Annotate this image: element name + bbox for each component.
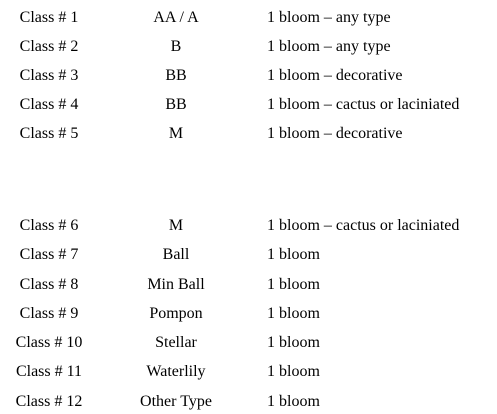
class-row [0, 332, 497, 354]
class-size: Other Type [140, 393, 212, 410]
class-size: Waterlily [146, 363, 206, 380]
class-description: 1 bloom [267, 334, 320, 351]
class-row [0, 303, 497, 325]
class-description: 1 bloom – cactus or laciniated [267, 96, 460, 113]
class-description: 1 bloom [267, 276, 320, 293]
class-description: 1 bloom – any type [267, 9, 391, 26]
class-description: 1 bloom [267, 363, 320, 380]
class-size: Ball [162, 246, 190, 263]
class-size: Stellar [155, 334, 197, 351]
class-size: AA / A [153, 9, 199, 26]
class-row [0, 123, 497, 145]
class-row [0, 361, 497, 383]
class-number: Class # 6 [19, 217, 79, 234]
class-number: Class # 3 [19, 67, 79, 84]
class-size: M [168, 217, 184, 234]
class-number: Class # 11 [15, 363, 83, 380]
class-row [0, 391, 497, 413]
class-size: BB [165, 96, 187, 113]
class-size: Min Ball [147, 276, 205, 293]
class-number: Class # 5 [19, 125, 79, 142]
class-size: Pompon [149, 305, 203, 322]
class-description: 1 bloom – cactus or laciniated [267, 217, 460, 234]
class-size: BB [165, 67, 187, 84]
class-number: Class # 12 [15, 393, 83, 410]
class-number: Class # 4 [19, 96, 79, 113]
class-description: 1 bloom – decorative [267, 67, 403, 84]
class-description: 1 bloom [267, 305, 320, 322]
class-row [0, 36, 497, 58]
class-size: M [168, 125, 184, 142]
class-size: B [170, 38, 182, 55]
class-description: 1 bloom – any type [267, 38, 391, 55]
class-row [0, 244, 497, 266]
class-description: 1 bloom [267, 393, 320, 410]
class-row [0, 215, 497, 237]
class-number: Class # 10 [15, 334, 83, 351]
class-number: Class # 7 [19, 246, 79, 263]
class-number: Class # 8 [19, 276, 79, 293]
class-description: 1 bloom [267, 246, 320, 263]
class-row [0, 274, 497, 296]
class-number: Class # 1 [19, 9, 79, 26]
class-number: Class # 2 [19, 38, 79, 55]
class-number: Class # 9 [19, 305, 79, 322]
class-row [0, 65, 497, 87]
class-row [0, 94, 497, 116]
class-row [0, 7, 497, 29]
class-description: 1 bloom – decorative [267, 125, 403, 142]
